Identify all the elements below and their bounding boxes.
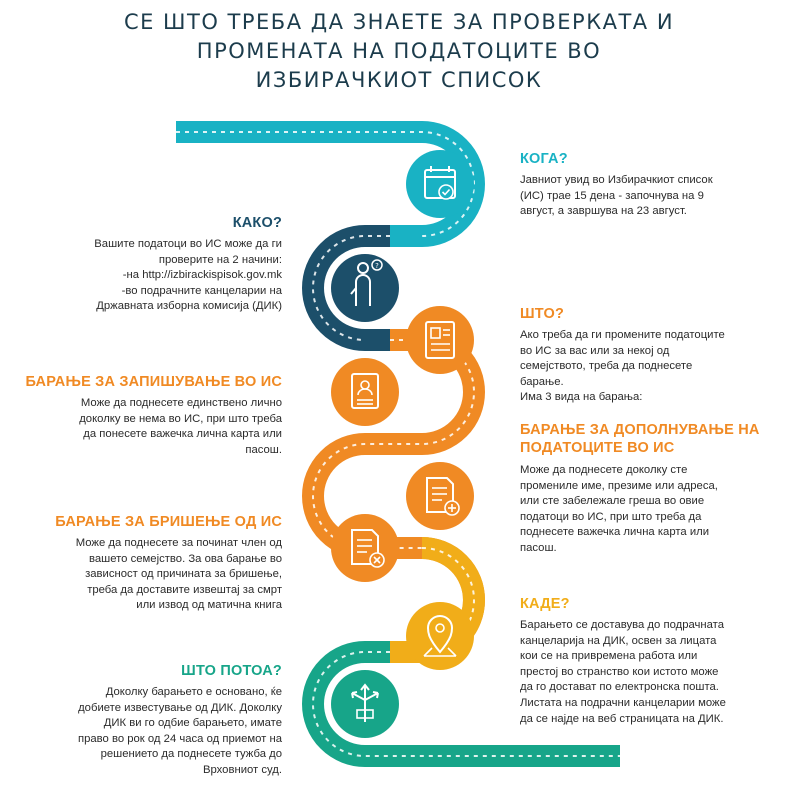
- document-add-icon: [406, 462, 474, 530]
- calendar-check-icon: [406, 150, 474, 218]
- section-dopolnuvanje-heading: [520, 421, 782, 457]
- section-kako-heading: КАКО?: [232, 215, 282, 231]
- section-kade: [520, 595, 782, 727]
- document-delete-icon: [331, 514, 399, 582]
- section-zapishuvanje: [20, 373, 282, 458]
- section-kako: [30, 214, 282, 315]
- section-kako-text: Вашите податоци во ИС може да ги проверите на 2 начини: -на http://izbirackispisok.gov.mk -во подрачните канцеларии на Државната изборна комисија (ДИК): [94, 238, 282, 313]
- id-document-icon: [406, 306, 474, 374]
- section-potoa-text: Доколку барањето е основано, ќе добиете известување од ДИК. Доколку ДИК ви го одбие барањето, имате право во рок од 24 часа од приемот на решението да поднесете тужба до Врховниот суд.: [77, 686, 282, 776]
- section-shto-heading: ШТО?: [520, 306, 565, 322]
- section-koga-text: Јавниот увид во Избирачкиот список (ИС) трае 15 дена - започнува на 9 август, а завршува на 23 август.: [520, 174, 713, 218]
- section-shto-text: Ако треба да ги промените податоците во ИС за вас или за некој од семејството, треба да поднесете барање. Има 3 вида на барања:: [520, 329, 725, 404]
- section-zapishuvanje-text: Може да поднесете единствено лично доколку ве нема во ИС, при што треба да понесете важечка лична карта или пасош.: [79, 397, 282, 456]
- section-brishenje-text: Може да поднесете за починат член од вашето семејство. За ова барање во зависност од причината за бришење, треба да доставите извештај за смрт или извод од матична книга: [75, 537, 282, 612]
- section-potoa: [30, 662, 282, 779]
- section-brishenje-heading: БАРАЊЕ ЗА БРИШЕЊЕ ОД ИС: [55, 514, 282, 530]
- person-question-icon: [331, 254, 399, 322]
- section-dopolnuvanje-text: Може да поднесете доколку сте промениле име, презиме или адреса, или сте забележале греша во овие податоци во ИС, при што треба да поднесете важечка лична карта или пасош.: [520, 464, 718, 554]
- profile-document-icon: [331, 358, 399, 426]
- direction-arrows-icon: [331, 670, 399, 738]
- map-pin-icon: [406, 602, 474, 670]
- title-line-3: ИЗБИРАЧКИОТ СПИСОК: [255, 68, 543, 92]
- section-kade-text: Барањето се доставува до подрачната канцеларија на ДИК, освен за лицата кои се на привремена работа или престој во странство кои истото може да го достават по електронска пошта. Листата на подрачни канцеларии може да се најде на веб страницата на ДИК.: [520, 619, 726, 725]
- title-line-1: СЕ ШТО ТРЕБА ДА ЗНАЕТЕ ЗА ПРОВЕРКАТА И: [123, 10, 675, 34]
- section-koga-heading: КОГА?: [520, 151, 568, 167]
- section-dopolnuvanje: [520, 421, 782, 557]
- svg-text:?: ?: [375, 262, 379, 270]
- title-line-2: ПРОМЕНАТА НА ПОДАТОЦИТЕ ВО: [196, 39, 602, 63]
- section-shto: [520, 305, 780, 406]
- section-zapishuvanje-heading: БАРАЊЕ ЗА ЗАПИШУВАЊЕ ВО ИС: [25, 374, 282, 390]
- section-kade-heading: КАДЕ?: [520, 596, 570, 612]
- section-potoa-heading: ШТО ПОТОА?: [181, 663, 282, 679]
- section-koga: [520, 150, 770, 220]
- section-dopolnuvanje-heading-line1: БАРАЊЕ ЗА ДОПОЛНУВАЊЕ НА: [520, 422, 760, 438]
- section-brishenje: [20, 513, 282, 614]
- section-dopolnuvanje-heading-line2: ПОДАТОЦИТЕ ВО ИС: [520, 440, 675, 456]
